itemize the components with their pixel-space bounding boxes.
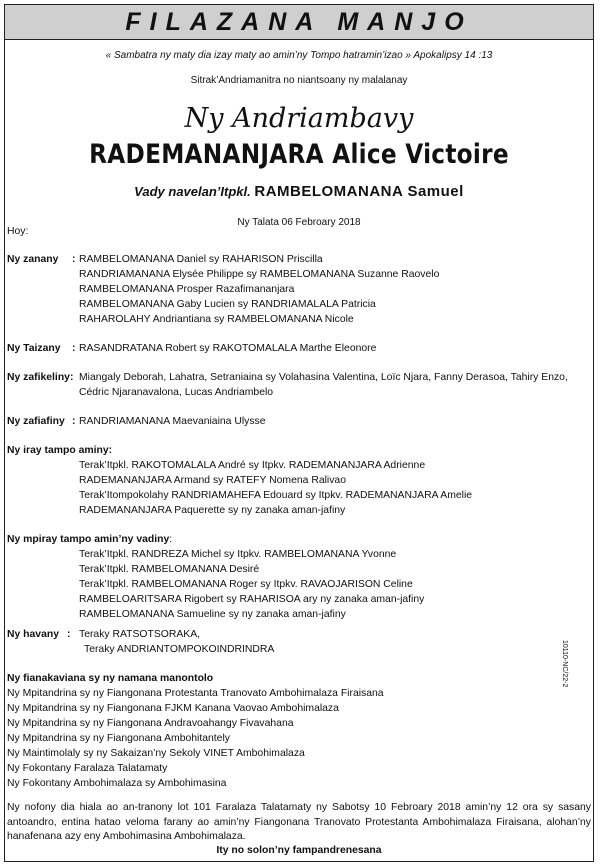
fianakaviana-label: Ny fianakaviana sy ny namana manontolo	[7, 673, 214, 684]
deceased-name: RADEMANANJARA Alice Victoire	[89, 139, 509, 170]
bible-verse: « Sambatra ny maty dia izay maty ao amin’ny Tompo hatramin’izao » Apokalipsy 14 :13	[105, 50, 493, 61]
honorific-title: Ny Andriambavy	[184, 103, 414, 134]
list-item: RAHAROLAHY Andriantiana sy RAMBELOMANANA Nicole	[79, 314, 354, 325]
zafiafiny-label: Ny zafiafiny	[7, 416, 65, 427]
spouse-prefix: Vady navelan’Itpkl.	[134, 184, 251, 199]
list-item: Teraky ANDRIANTOMPOKOINDRINDRA	[84, 644, 275, 655]
taizany-text: RASANDRATANA Robert sy RAKOTOMALALA Marthe Eleonore	[79, 343, 377, 354]
notice-frame	[4, 4, 594, 862]
list-item: RADEMANANJARA Armand sy RATEFY Nomena Ralivao	[79, 475, 346, 486]
zanany-label: Ny zanany	[7, 254, 59, 265]
date-line: Ny Talata 06 Febroary 2018	[237, 217, 361, 228]
list-item: Terak’Itpkl. RAMBELOMANANA Roger sy Itpkv. RAVAOJARISON Celine	[79, 579, 413, 590]
spouse-name: RAMBELOMANANA Samuel	[254, 183, 464, 200]
intro-text: Sitrak’Andriamanitra no niantsoany ny malalanay	[190, 75, 408, 86]
footer-note: Ity no solon’ny fampandrenesana	[216, 845, 382, 856]
zafiafiny-text: RANDRIAMANANA Maevaniaina Ulysse	[79, 416, 266, 427]
reference-code: 10110-NC/22-2	[561, 640, 568, 688]
zafikeliny-line1: Miangaly Deborah, Lahatra, Setraniaina sy Volahasina Valentina, Loïc Njara, Fanny Derasoa, Tahiry Enzo,	[79, 372, 568, 383]
havany-sep: :	[67, 629, 71, 640]
zafikeliny-label: Ny zafikeliny:	[7, 372, 74, 383]
banner-title: FILAZANA MANJO	[125, 7, 473, 36]
list-item: RAMBELOMANANA Prosper Razafimananjara	[79, 284, 295, 295]
closing-paragraph: Ny nofony dia hiala ao an-tranony lot 101 Faralaza Talatamaty ny Sabotsy 10 Febroary 2018 amin’ny 12 ora sy sasany antoandro, entina hatao veloma farany ao amin’ny Fiangonana Tranovato Protestanta Ambohimalaza Firaisana, alohan’ny hanafenana azy eny Ambohimasina Ambohimalaza.	[7, 802, 591, 843]
list-item: Ny Mpitandrina sy ny Fiangonana Andravoahangy Fivavahana	[7, 718, 294, 729]
mpiray-tampo-sep: :	[169, 534, 173, 545]
list-item: RAMBELOMANANA Samueline sy ny zanaka aman-jafiny	[79, 609, 346, 620]
zafiafiny-sep: :	[72, 416, 76, 427]
list-item: RADEMANANJARA Paquerette sy ny zanaka aman-jafiny	[79, 505, 346, 516]
list-item: Ny Maintimolaly sy ny Sakaizan’ny Sekoly VINET Ambohimalaza	[7, 748, 305, 759]
zafikeliny-line2: Cédric Njaranavalona, Lucas Andriambelo	[79, 387, 274, 398]
mpiray-tampo-label: Ny mpiray tampo amin’ny vadiny	[7, 534, 170, 545]
iray-tampo-label: Ny iray tampo aminy:	[7, 445, 113, 456]
zanany-sep: :	[72, 254, 76, 265]
list-item: Ny Mpitandrina sy ny Fiangonana Ambohitantely	[7, 733, 230, 744]
mpiray-tampo-heading	[7, 533, 172, 548]
list-item: Ny Mpitandrina sy ny Fiangonana Protestanta Tranovato Ambohimalaza Firaisana	[7, 688, 384, 699]
list-item: RANDRIAMANANA Elysée Philippe sy RAMBELOMANANA Suzanne Raovelo	[79, 269, 440, 280]
banner	[5, 5, 593, 40]
list-item: Teraky RATSOTSORAKA,	[79, 629, 201, 640]
hoy-label: Hoy:	[7, 226, 29, 237]
list-item: Terak’Itompokolahy RANDRIAMAHEFA Edouard sy Itpkv. RADEMANANJARA Amelie	[79, 490, 473, 501]
taizany-sep: :	[72, 343, 76, 354]
list-item: Terak’Itpkl. RANDREZA Michel sy Itpkv. RAMBELOMANANA Yvonne	[79, 549, 397, 560]
list-item: Ny Mpitandrina sy ny Fiangonana FJKM Kanana Vaovao Ambohimalaza	[7, 703, 339, 714]
havany-label: Ny havany	[7, 629, 59, 640]
list-item: RAMBELOARITSARA Rigobert sy RAHARISOA ary ny zanaka aman-jafiny	[79, 594, 425, 605]
list-item: Ny Fokontany Ambohimalaza sy Ambohimasina	[7, 778, 227, 789]
list-item: Terak’Itpkl. RAKOTOMALALA André sy Itpkv. RADEMANANJARA Adrienne	[79, 460, 426, 471]
list-item: Terak’Itpkl. RAMBELOMANANA Desiré	[79, 564, 260, 575]
taizany-label: Ny Taizany	[7, 343, 61, 354]
list-item: RAMBELOMANANA Daniel sy RAHARISON Priscilla	[79, 254, 323, 265]
list-item: Ny Fokontany Faralaza Talatamaty	[7, 763, 168, 774]
spouse-line	[5, 183, 593, 200]
list-item: RAMBELOMANANA Gaby Lucien sy RANDRIAMALALA Patricia	[79, 299, 376, 310]
